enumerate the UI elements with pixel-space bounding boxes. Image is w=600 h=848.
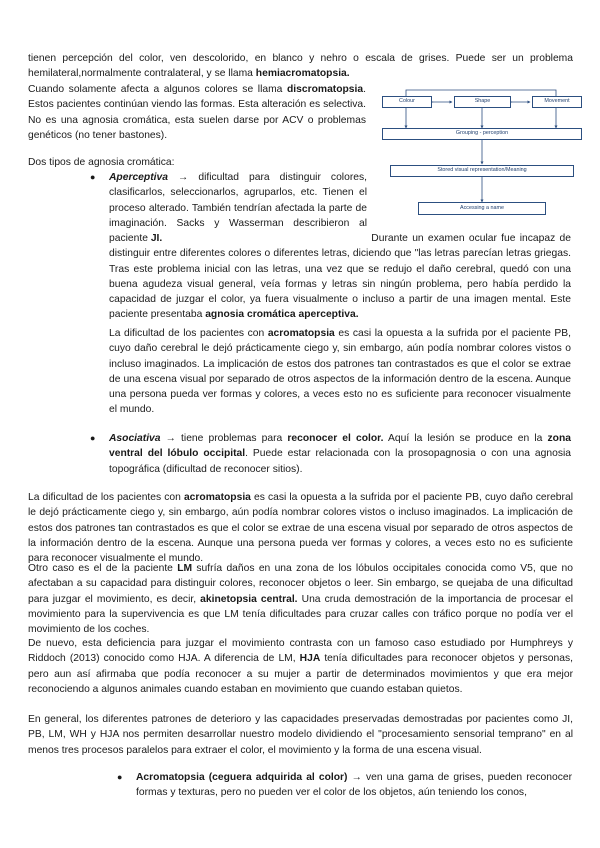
box-accessing: Accessing a name [418, 202, 546, 215]
bullet-acromatopsia: Acromatopsia (ceguera adquirida al color) → ven una gama de grises, pueden reconocer formas y texturas, pero no pueden ver el color de los objetos, aún teniendo los conos, [136, 772, 573, 799]
paragraph-intro: tienen percepción del color, ven descolorido, en blanco y nehro o escala de grises. Puede ser un problema hemilateral,normalmente contralateral, y se llama hemiacromatopsia. [28, 53, 573, 80]
paragraph-acromatopsia: La dificultad de los pacientes con acromatopsia es casi la opuesta a la sufrida por el paciente PB, cuyo daño cerebral le dejó prácticamente ciego y, sin embargo, aún podía nombrar colores vistos o incluso imaginados. La implicación de estos dos patrones tan contrastados es que el color se extrae de una escena visual por separado de otros aspectos de la información dentro de la escena. Aunque una persona pueda ver formas y colores, a veces esto no es suficiente para reconocer visualmente el mundo. [28, 492, 573, 565]
bullet-asociativa: Asociativa → tiene problemas para reconocer el color. Aquí la lesión se produce en la zona ventral del lóbulo occipital. Puede estar relacionada con la prosopagnosia o con una agnosia topográfica (dificultad de reconocer sitios). [109, 433, 571, 475]
paragraph-hja: De nuevo, esta deficiencia para juzgar el movimiento contrasta con un famoso caso estudiado por Humphreys y Riddoch (2013) conocido como HJA. A diferencia de LM, HJA tenía dificultades para reconocer objetos y personas, pero aun así afirmaba que podía reconocer a su mujer a partir de determinados movimientos y que era mejor reconociendo a algunos animales cuando estaban en movimiento que cuando estaban quietos. [28, 638, 573, 695]
bullet-dot: ● [90, 433, 96, 443]
paragraph-discromatopsia: Cuando solamente afecta a algunos colores se llama discromatopsia. Estos pacientes continúan viendo las formas. Esta alteración es selectiva. No es una agnosia cromática, esta suelen darse por ACV o problemas genéticos (no tener bastones). [28, 84, 366, 141]
paragraph-types-heading: Dos tipos de agnosia cromática: [28, 157, 175, 168]
bullet-dot: ● [117, 772, 123, 782]
bullet-dot: ● [90, 172, 96, 182]
paragraph-lm: Otro caso es el de la paciente LM sufría daños en una zona de los lóbulos occipitales conocida como V5, que no afectaban a su capacidad para distinguir colores, reconocer objetos o leer. Sin embargo, se quejaba de una dificultad para juzgar el movimiento, es decir, akinetopsia central. Una cruda demostración de la importancia de procesar el movimiento para la supervivencia es que LM tenía dificultades para cruzar calles con tráfico porque no podía ver el movimiento de los coches. [28, 563, 573, 636]
processing-model-diagram [382, 86, 582, 222]
box-stored: Stored visual representation/Meaning [390, 165, 574, 177]
paragraph-general: En general, los diferentes patrones de deterioro y las capacidades preservadas demostradas por pacientes como JI, PB, LM, WH y HJA nos permiten desarrollar nuestro modelo dividiendo el "procesamiento sensorial temprano" en al menos tres procesos paralelos para extraer el color, el movimiento y la forma de una escena visual. [28, 714, 573, 756]
bullet-aperceptiva: Aperceptiva → dificultad para distinguir colores, clasificarlos, seleccionarlos, agruparlos, etc. Tienen el proceso alterado. También tendrían afectada la parte de imaginación. Sacks y Wasserman describieron al paciente JI. [109, 172, 367, 245]
box-shape: Shape [454, 96, 511, 108]
box-movement: Movement [532, 96, 582, 108]
box-grouping: Grouping - perception [382, 128, 582, 140]
paragraph-acromatopsia-inner: La dificultad de los pacientes con acromatopsia es casi la opuesta a la sufrida por el paciente PB, cuyo daño cerebral le dejó prácticamente ciego y, sin embargo, aún podía nombrar colores vistos o incluso imaginados. La implicación de estos dos patrones tan contrastados es que el color se extrae de una escena visual por separado de otros aspectos de la información dentro de la escena. Aunque una persona pueda ver formas y colores, a veces esto no es suficiente para reconocer visualmente el mundo. [109, 328, 571, 416]
box-colour: Colour [382, 96, 432, 108]
bullet-aperceptiva-continued: Durante un examen ocular fue incapaz de distinguir entre diferentes colores o diferentes letras, diciendo que "las letras parecían letras griegas. Tras este problema inicial con las letras, una vez que se redujo el daño cerebral, quedó con una buena agudeza visual general, veía formas y letras sin ningún problema, pero había perdido la capacidad de juzgar el color, ya fuera visualmente o incluso a partir de una imagen mental. Este paciente presentaba agnosia cromática aperceptiva. [109, 233, 571, 321]
